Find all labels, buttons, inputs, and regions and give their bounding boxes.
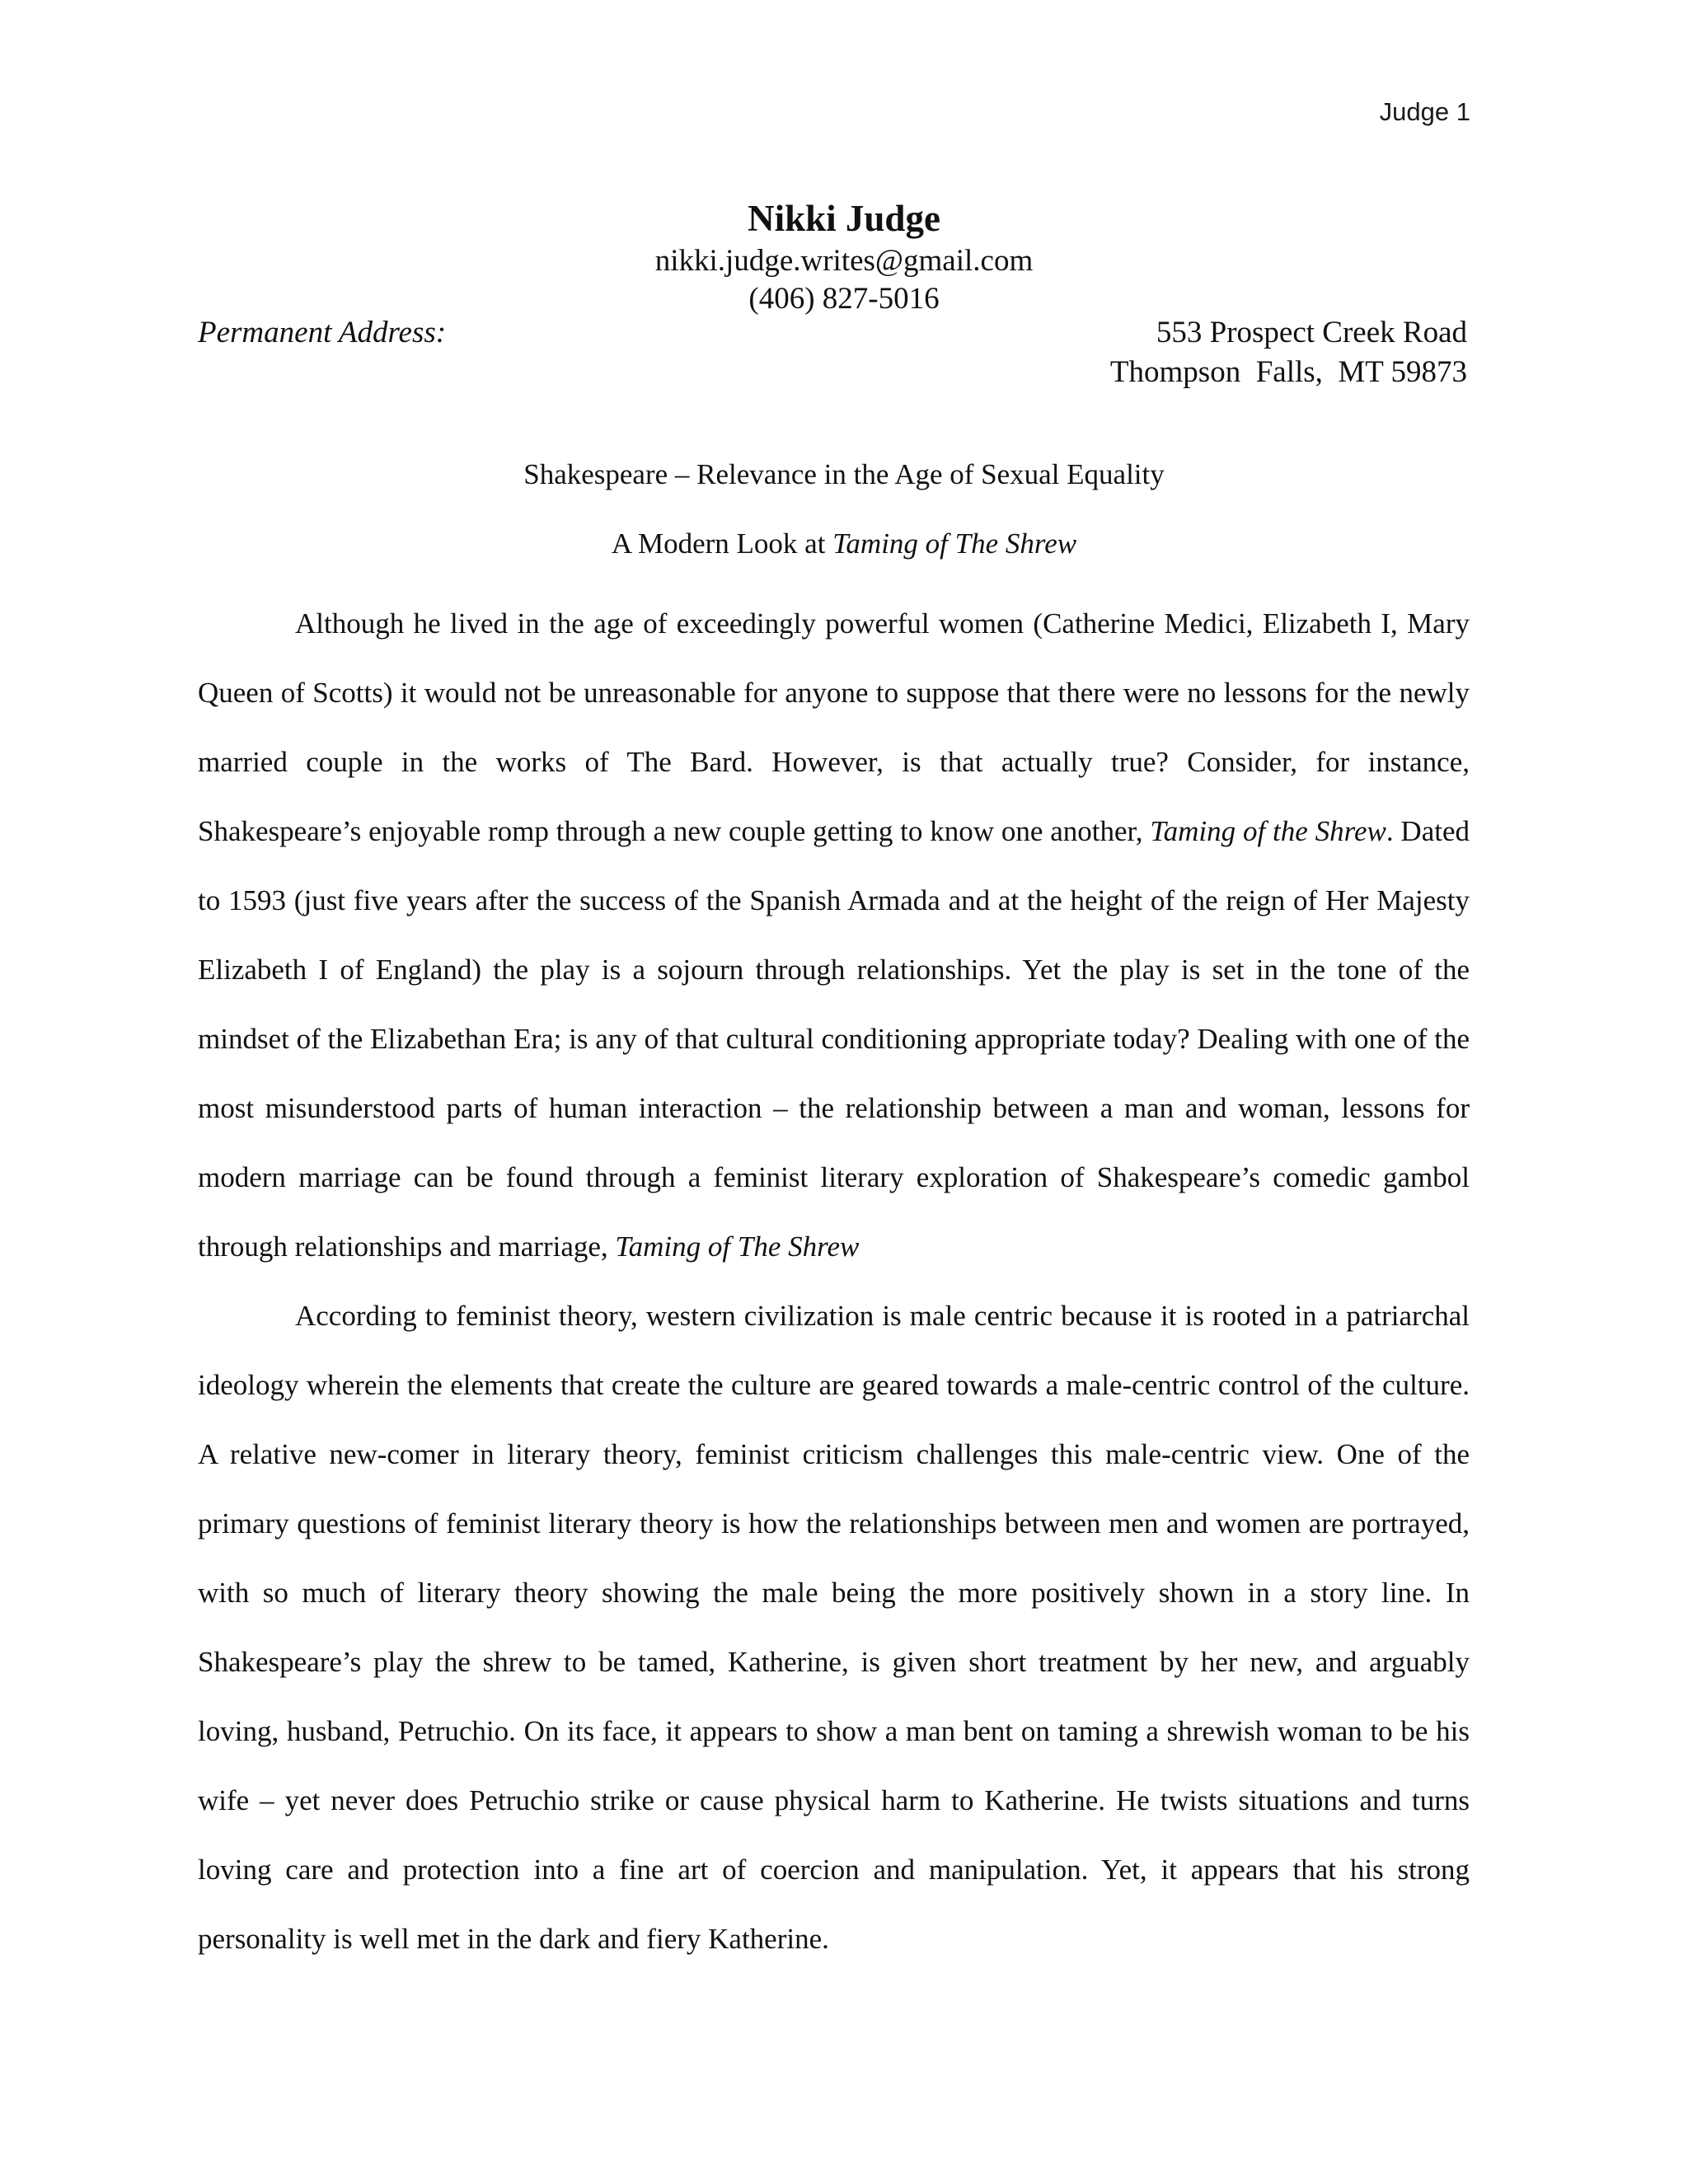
address-lines <box>1110 313 1467 392</box>
author-email: nikki.judge.writes@gmail.com <box>654 244 1034 278</box>
paragraph-1-text-b: . Dated to 1593 (just five years after the success of the Spanish Armada and at the height of the reign of Her Majesty Elizabeth I of England) the play is a sojourn through relationships. Yet the play is set in the tone of the mindset of the Elizabethan Era; is any of that cultural conditioning appropriate today? Dealing with one of the most misunderstood parts of human interaction – the relationship between a man and woman, lessons for modern marriage can be found through a feminist literary exploration of Shakespeare’s comedic gambol through relationships and marriage, <box>198 815 1470 1263</box>
address-label: Permanent Address: <box>198 316 447 349</box>
author-name: Nikki Judge <box>748 198 940 239</box>
essay-subtitle-italic: Taming of The Shrew <box>832 527 1077 560</box>
author-phone: (406) 827-5016 <box>748 282 940 316</box>
essay-subtitle <box>0 524 1688 564</box>
running-header: Judge 1 <box>1379 97 1470 126</box>
address-street: 553 Prospect Creek Road <box>1156 316 1467 349</box>
paragraph-2: According to feminist theory, western civilization is male centric because it is rooted in a patriarchal ideology wherein the elements that create the culture are geared towards a male-centric control of the culture. A relative new-comer in literary theory, feminist criticism challenges this male-centric view. One of the primary questions of feminist literary theory is how the relationships between men and women are portrayed, with so much of literary theory showing the male being the more positively shown in a story line. In Shakespeare’s play the shrew to be tamed, Katherine, is given short treatment by her new, and arguably loving, husband, Petruchio. On its face, it appears to show a man bent on taming a shrewish woman to be his wife – yet never does Petruchio strike or cause physical harm to Katherine. He twists situations and turns loving care and protection into a fine art of coercion and manipulation. Yet, it appears that his strong personality is well met in the dark and fiery Katherine. <box>198 1300 1470 1955</box>
essay-body <box>198 589 1470 1974</box>
paragraph-1-italic-b: Taming of The Shrew <box>615 1230 860 1263</box>
address-city: Thompson Falls, MT 59873 <box>1109 355 1467 389</box>
author-block <box>0 194 1688 318</box>
essay-titles <box>0 455 1688 564</box>
paragraph-1-text-a: Although he lived in the age of exceedingly powerful women (Catherine Medici, Elizabeth I, Mary Queen of Scotts) it would not be unreasonable for anyone to suppose that there were no lessons for the newly married couple in the works of The Bard. However, is that actually true? Consider, for instance, Shakespeare’s enjoyable romp through a new couple getting to know one another, <box>198 607 1470 847</box>
paragraph-1 <box>198 589 1470 1282</box>
paragraph-1-italic-a: Taming of the Shrew <box>1150 815 1386 847</box>
essay-subtitle-prefix: A Modern Look at <box>611 527 833 560</box>
essay-title: Shakespeare – Relevance in the Age of Sexual Equality <box>523 458 1165 490</box>
